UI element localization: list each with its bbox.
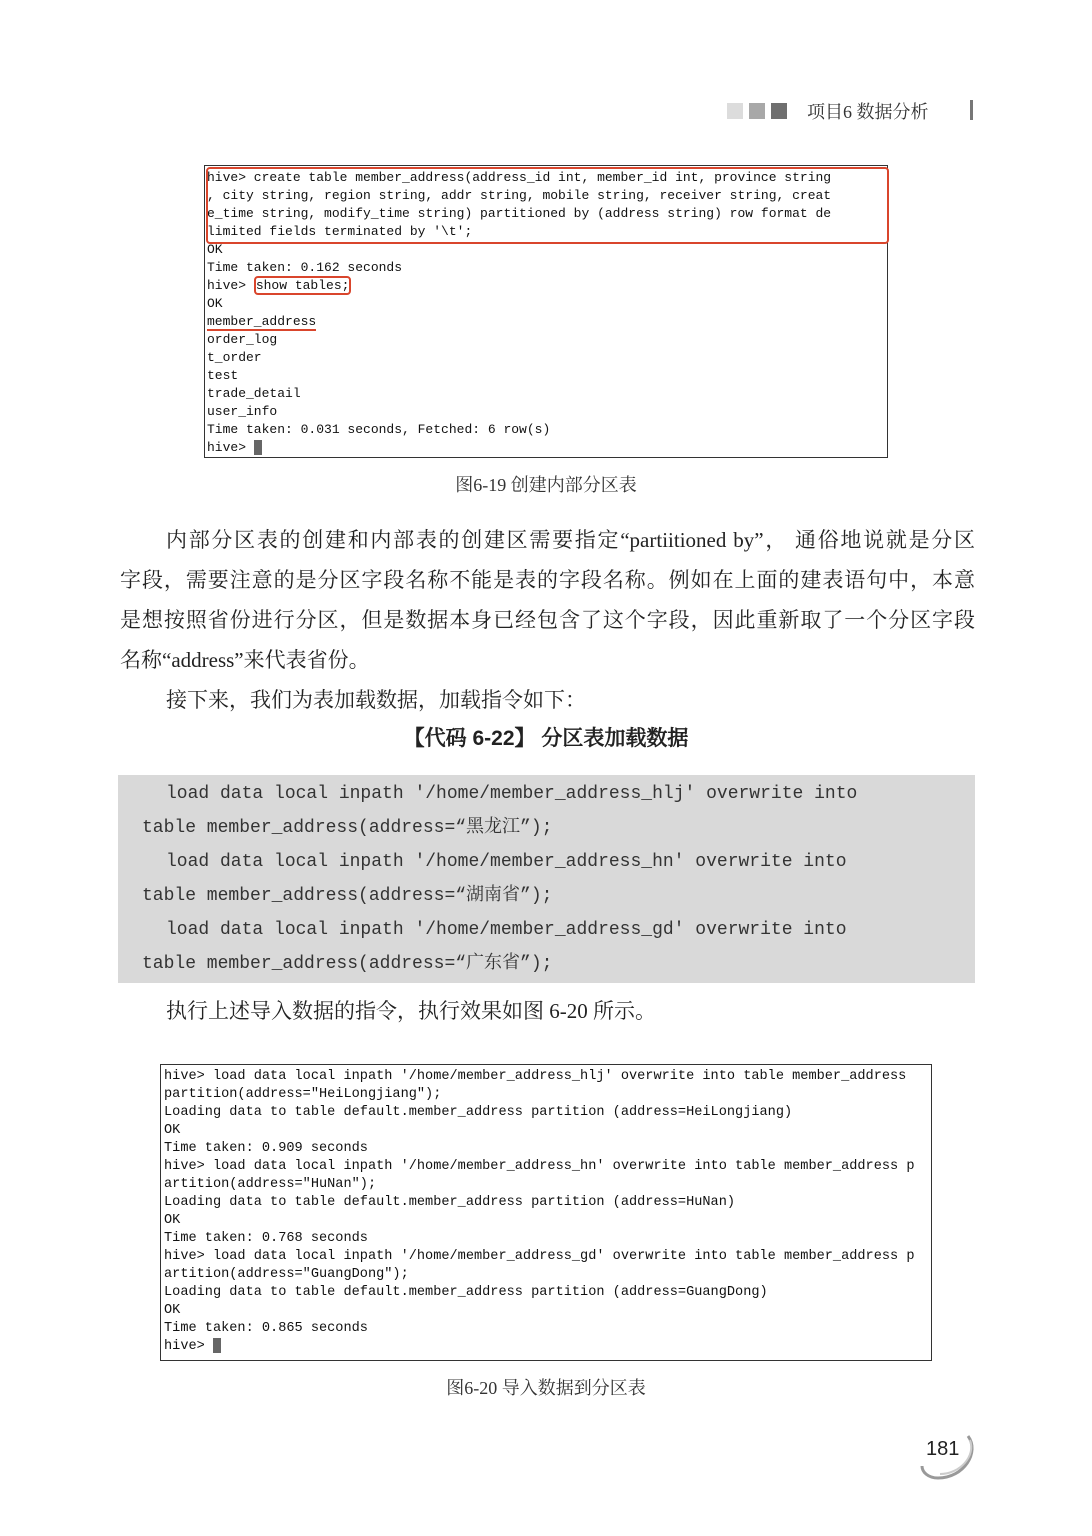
code-block (118, 775, 975, 983)
cursor-icon (254, 440, 262, 455)
terminal-line: hive> load data local inpath '/home/member_address_hlj' overwrite into table member_address (164, 1069, 907, 1084)
terminal-line: OK (164, 1123, 181, 1138)
paragraph-line: 接下来，我们为表加载数据，加载指令如下： (166, 688, 586, 712)
paragraph-line: 字段，需要注意的是分区字段名称不能是表的字段名称。例如在上面的建表语句中，本意 (120, 568, 975, 592)
terminal-line: Time taken: 0.909 seconds (164, 1141, 368, 1156)
terminal-line: Time taken: 0.768 seconds (164, 1231, 368, 1246)
code-line: table member_address(address=“黑龙江”); (142, 818, 553, 838)
code-title: 【代码 6-22】 分区表加载数据 (403, 727, 689, 750)
terminal-line: order_log (207, 332, 278, 347)
paragraph (120, 520, 975, 720)
terminal-line: partition(address="HeiLongjiang"); (164, 1087, 442, 1102)
terminal-line: trade_detail (207, 386, 301, 401)
figure-caption: 图6-20 导入数据到分区表 (446, 1378, 646, 1398)
paragraph-line: 执行上述导入数据的指令，执行效果如图 6-20 所示。 (166, 999, 656, 1023)
terminal-line: hive> load data local inpath '/home/member_address_hn' overwrite into table member_address p (164, 1159, 915, 1174)
terminal-line: limited fields terminated by '\t'; (207, 224, 473, 239)
code-line: load data local inpath '/home/member_address_hn' overwrite into (166, 852, 847, 872)
terminal-line (207, 277, 887, 295)
header-title: 项目6 数据分析 (807, 102, 929, 122)
highlight-member-address: member_address (207, 314, 317, 329)
terminal-line: Time taken: 0.031 seconds, Fetched: 6 row(s) (207, 422, 551, 437)
terminal-line: artition(address="GuangDong"); (164, 1267, 409, 1282)
terminal-line (207, 439, 887, 457)
header-square-light (727, 103, 743, 119)
terminal-line: Loading data to table default.member_address partition (address=GuangDong) (164, 1285, 768, 1300)
terminal-line (164, 1338, 931, 1356)
terminal-line: hive> load data local inpath '/home/member_address_gd' overwrite into table member_address p (164, 1249, 915, 1264)
terminal-line: Loading data to table default.member_address partition (address=HeiLongjiang) (164, 1105, 793, 1120)
highlight-show-tables: show tables; (255, 278, 350, 293)
prompt: hive> (207, 278, 254, 293)
terminal-line: hive> create table member_address(address_id int, member_id int, province string (207, 170, 832, 185)
page-number (920, 1432, 976, 1478)
header-divider (970, 100, 973, 120)
terminal-line: user_info (207, 404, 278, 419)
terminal-line: artition(address="HuNan"); (164, 1177, 377, 1192)
code-line: load data local inpath '/home/member_address_gd' overwrite into (166, 920, 847, 940)
terminal-line: e_time string, modify_time string) partitioned by (address string) row format de (207, 206, 832, 221)
paragraph-line: 是想按照省份进行分区，但是数据本身已经包含了这个字段，因此重新取了一个分区字段 (120, 608, 975, 632)
header-square-dark (771, 103, 787, 119)
terminal-line: OK (164, 1213, 181, 1228)
terminal-line (207, 313, 887, 331)
highlight-box-create (206, 167, 889, 244)
cursor-icon (213, 1338, 221, 1353)
prompt: hive> (164, 1339, 213, 1355)
terminal-line: OK (207, 296, 223, 311)
code-line: table member_address(address=“广东省”); (142, 954, 553, 974)
prompt: hive> (207, 440, 254, 455)
terminal-line: , city string, region string, addr string, mobile string, receiver string, creat (207, 188, 832, 203)
terminal-line: Loading data to table default.member_address partition (address=HuNan) (164, 1195, 736, 1210)
code-line: load data local inpath '/home/member_address_hlj' overwrite into (166, 784, 858, 804)
paragraph (120, 991, 975, 1031)
header-square-mid (749, 103, 765, 119)
code-line: table member_address(address=“湖南省”); (142, 886, 553, 906)
terminal-line: Time taken: 0.162 seconds (207, 260, 403, 275)
figure-caption: 图6-19 创建内部分区表 (455, 475, 637, 495)
figure-6-20-terminal (160, 1064, 932, 1361)
terminal-line: test (207, 368, 239, 383)
page-number-text: 181 (926, 1438, 960, 1460)
paragraph-line: 名称“address”来代表省份。 (120, 648, 370, 672)
figure-6-19-terminal (204, 165, 888, 458)
paragraph-line: 内部分区表的创建和内部表的创建区需要指定“partiitioned by”， 通俗地说就是分区 (166, 528, 975, 552)
running-header (727, 98, 929, 124)
terminal-line: t_order (207, 350, 262, 365)
terminal-line: Time taken: 0.865 seconds (164, 1321, 368, 1336)
terminal-line: OK (164, 1303, 181, 1318)
terminal-line: OK (207, 242, 223, 257)
